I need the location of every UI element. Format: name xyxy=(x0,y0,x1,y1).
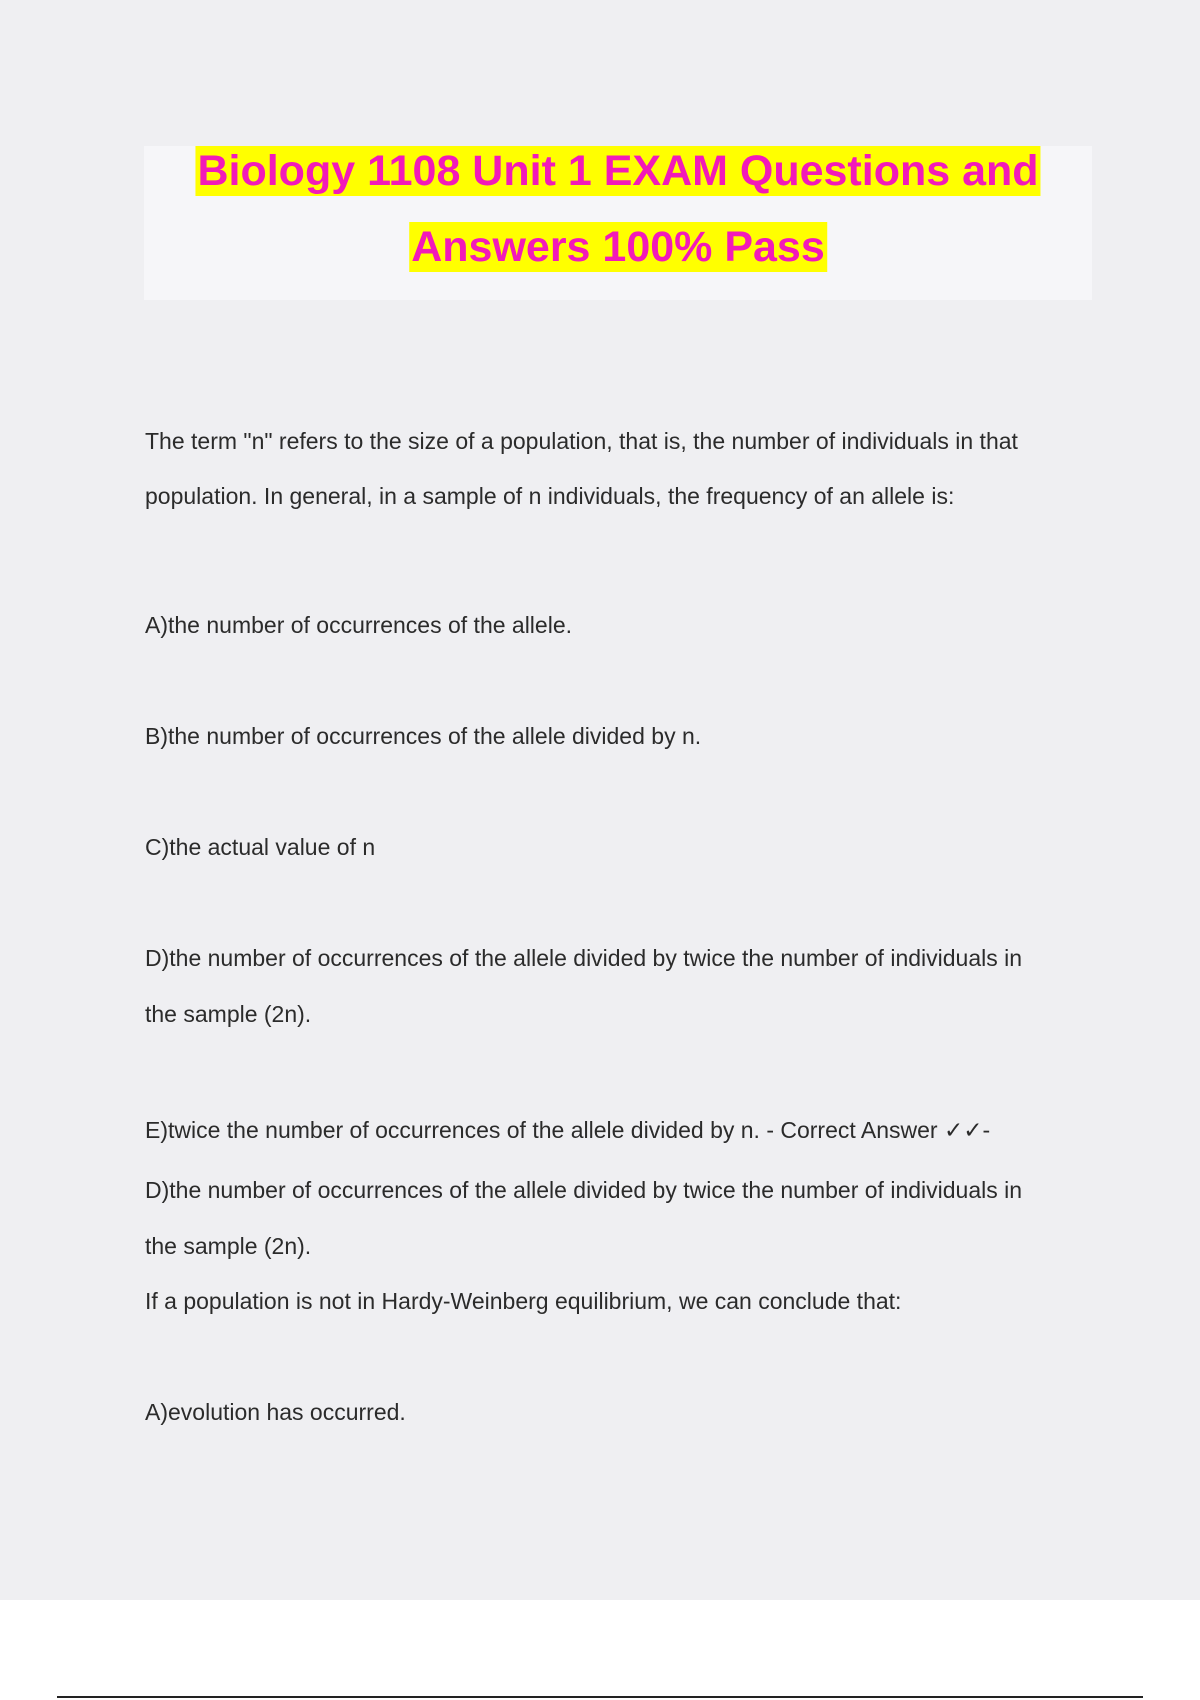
question-1-option-d-line-1: D)the number of occurrences of the allele divided by twice the number of individuals in xyxy=(145,945,1023,971)
question-1-option-d-line-2: the sample (2n). xyxy=(145,1001,312,1027)
question-1-option-c: C)the actual value of n xyxy=(145,834,376,860)
question-1-option-e-with-answer: E)twice the number of occurrences of the allele divided by n. - Correct Answer ✓✓- xyxy=(145,1117,991,1143)
correct-answer-line-2: the sample (2n). xyxy=(145,1233,312,1259)
question-2-text: If a population is not in Hardy-Weinberg equilibrium, we can conclude that: xyxy=(145,1288,902,1314)
document-title-line-2: Answers 100% Pass xyxy=(411,223,825,271)
footer-divider xyxy=(57,1696,1143,1698)
question-1-option-a: A)the number of occurrences of the allele. xyxy=(145,612,573,638)
correct-answer-line-1: D)the number of occurrences of the allele divided by twice the number of individuals in xyxy=(145,1177,1023,1203)
question-1-option-b: B)the number of occurrences of the allele divided by n. xyxy=(145,723,702,749)
title-block xyxy=(144,146,1092,300)
question-1-text-line-1: The term "n" refers to the size of a population, that is, the number of individuals in that xyxy=(145,428,1018,454)
question-2-option-a: A)evolution has occurred. xyxy=(145,1399,406,1425)
document-title-line-1: Biology 1108 Unit 1 EXAM Questions and xyxy=(197,147,1039,195)
question-1-text-line-2: population. In general, in a sample of n individuals, the frequency of an allele is: xyxy=(145,483,955,509)
